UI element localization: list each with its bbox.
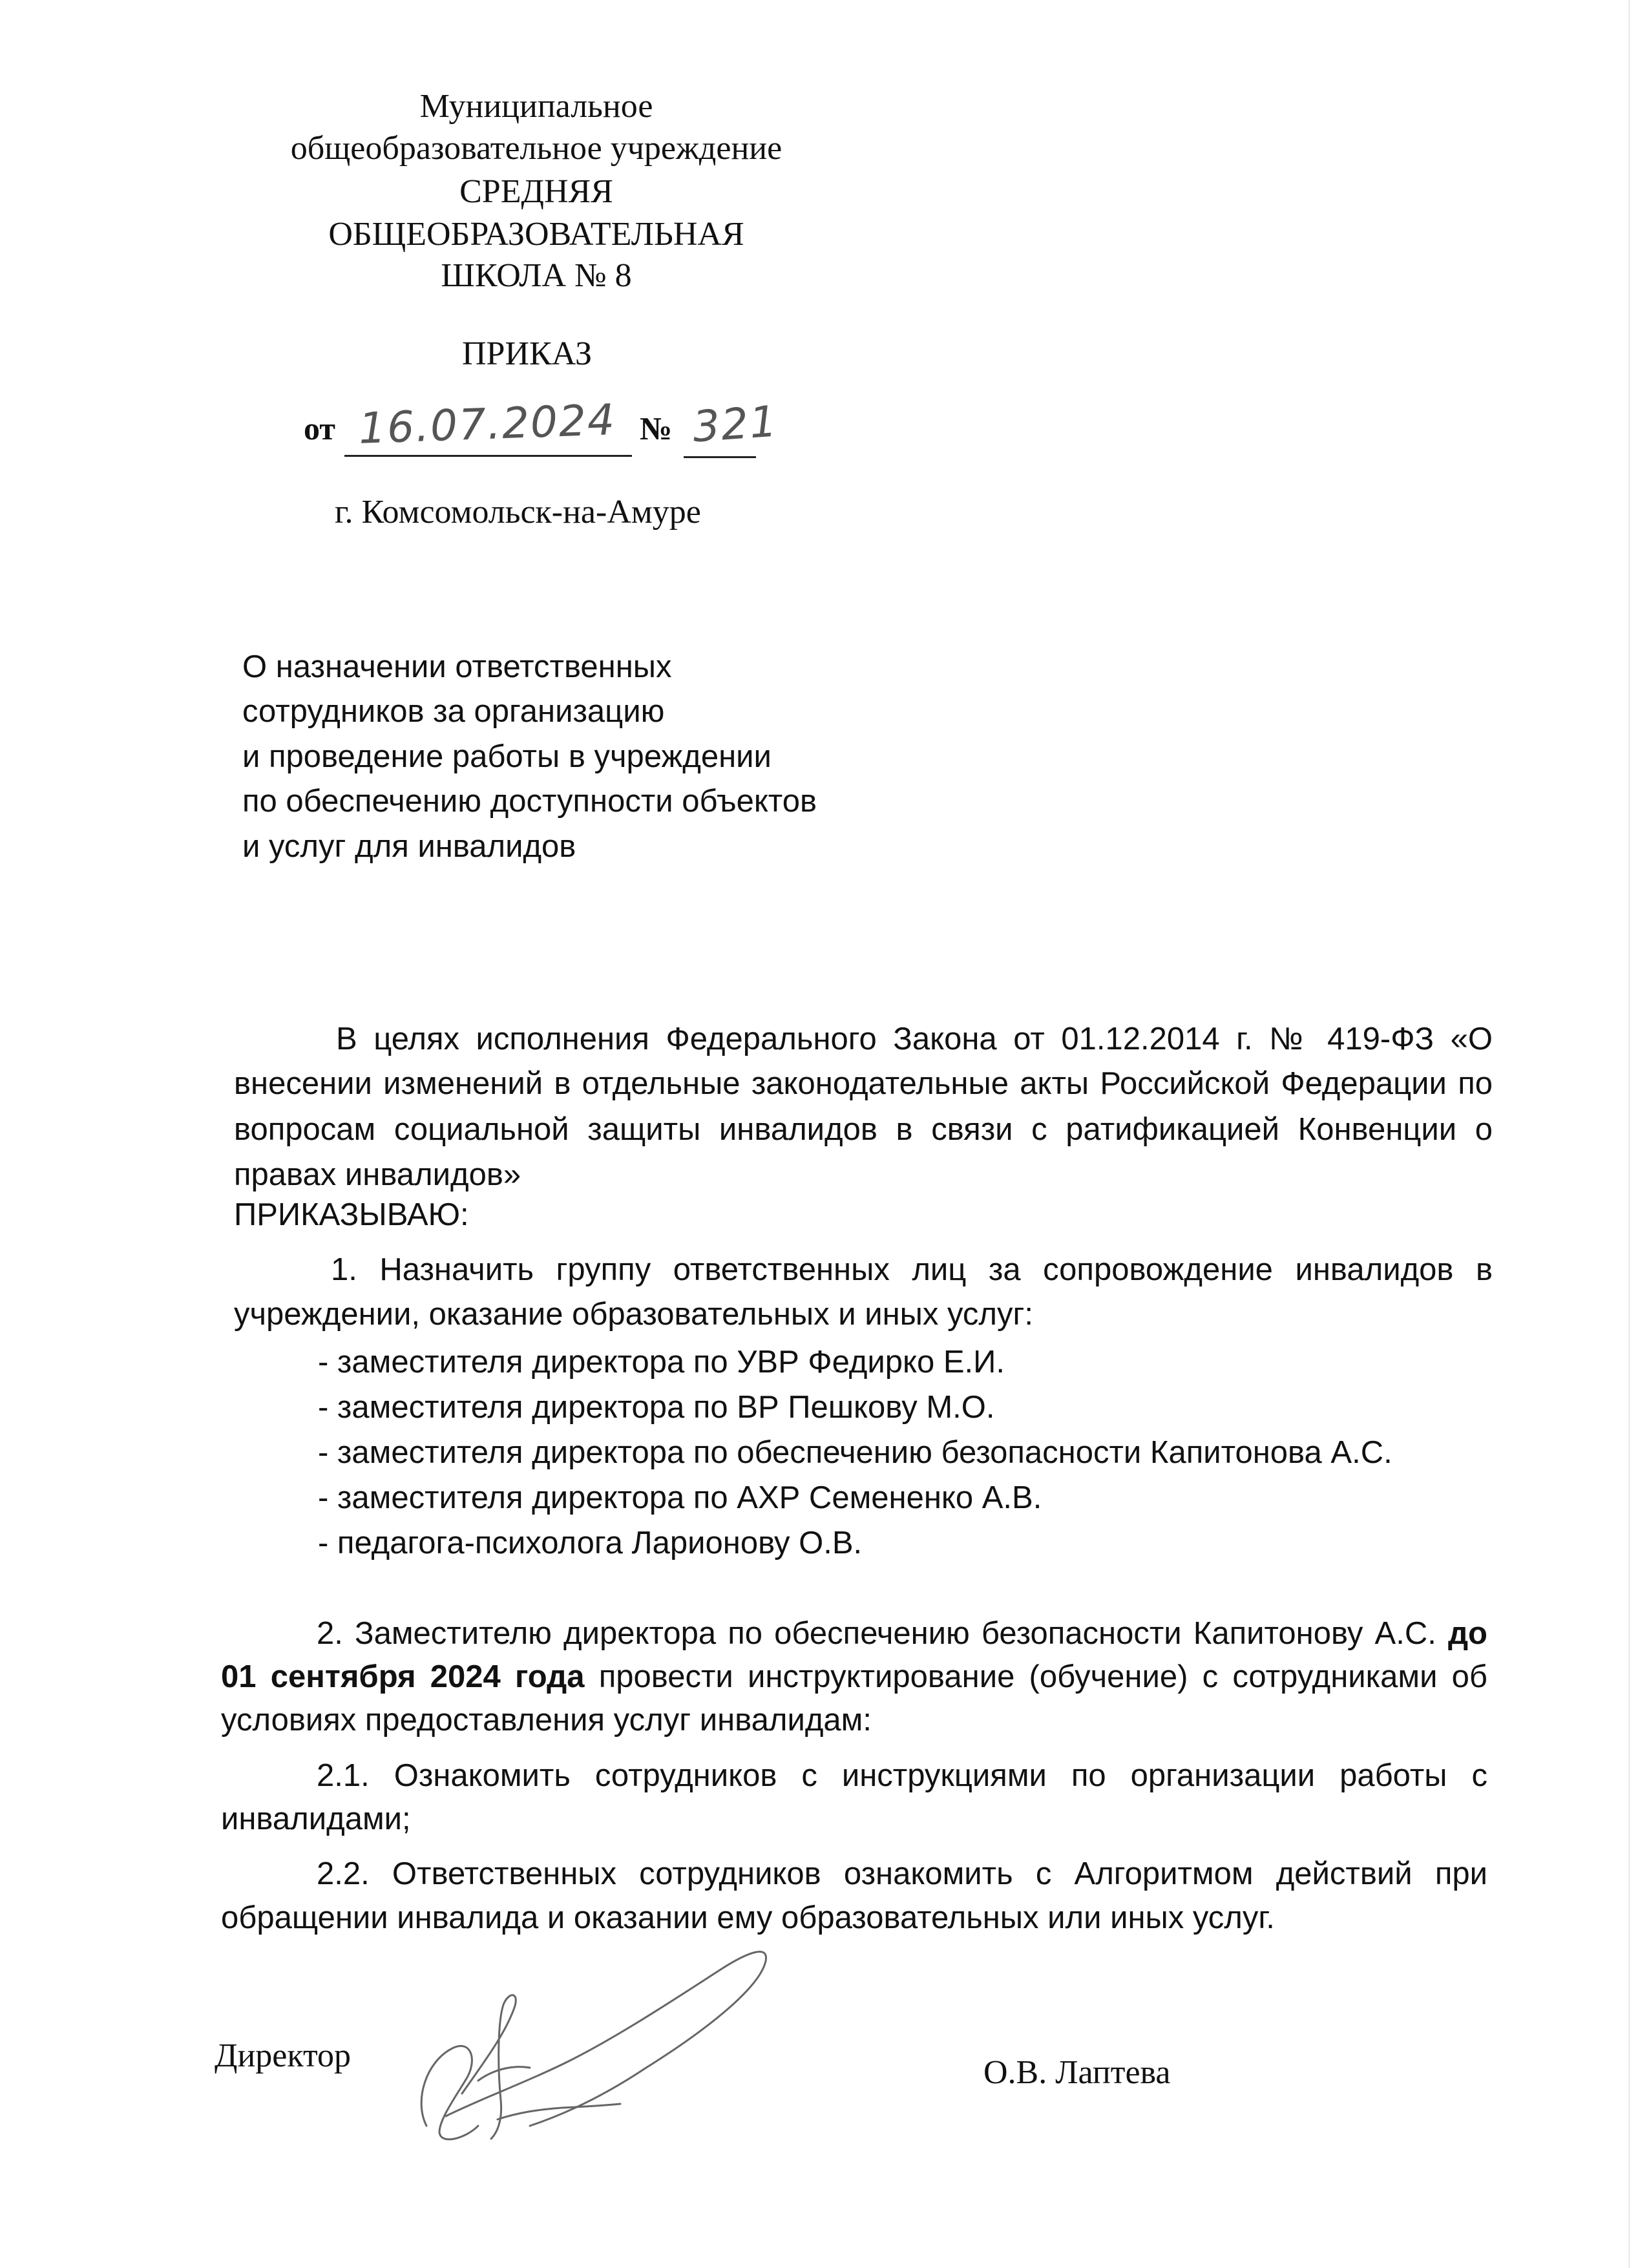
item2-line-1-bold: до xyxy=(1447,1616,1487,1651)
org-line-3: СРЕДНЯЯ xyxy=(459,173,613,210)
signature-position: Директор xyxy=(215,2037,351,2074)
preamble-line-4: правах инвалидов» xyxy=(234,1157,521,1192)
item2-line-2 xyxy=(221,1657,1487,1696)
date-prefix: от xyxy=(304,410,335,446)
signature-name: О.В. Лаптева xyxy=(983,2054,1171,2091)
subject-line-3: и проведение работы в учреждении xyxy=(242,739,772,774)
org-line-2: общеобразовательное учреждение xyxy=(290,130,782,167)
org-line-4: ОБЩЕОБРАЗОВАТЕЛЬНАЯ xyxy=(328,216,744,253)
person-1: - заместителя директора по УВР Федирко Е.И. xyxy=(318,1345,1005,1380)
subject-line-2: сотрудников за организацию xyxy=(242,694,665,729)
item2-line-3: условиях предоставления услуг инвалидам: xyxy=(221,1703,872,1738)
person-2: - заместителя директора по ВР Пешкову М.О. xyxy=(318,1390,995,1425)
handwritten-signature xyxy=(401,1932,801,2152)
number-prefix: № xyxy=(640,410,673,446)
preamble-line-3: вопросам социальной защиты инвалидов в связи с ратификацией Конвенции о xyxy=(234,1112,1493,1147)
item1-line-1: 1. Назначить группу ответственных лиц за сопровождение инвалидов в xyxy=(331,1252,1493,1287)
sub1-line-2: инвалидами; xyxy=(221,1801,411,1836)
deadline-date: 01 сентября 2024 года xyxy=(221,1659,585,1694)
org-line-1: Муниципальное xyxy=(419,88,653,125)
org-line-5: ШКОЛА № 8 xyxy=(441,257,632,294)
preamble-line-1: В целях исполнения Федерального Закона от 01.12.2014 г. № 419-ФЗ «О xyxy=(336,1022,1493,1056)
subject-line-5: и услуг для инвалидов xyxy=(242,829,576,864)
order-word: ПРИКАЗЫВАЮ: xyxy=(234,1197,469,1232)
date-underline xyxy=(344,455,632,457)
sub2-line-1: 2.2. Ответственных сотрудников ознакомить с Алгоритмом действий при xyxy=(317,1856,1487,1891)
preamble-line-2: внесении изменений в отдельные законодательные акты Российской Федерации по xyxy=(234,1066,1493,1101)
item2-line-2-text: провести инструктирование (обучение) с сотрудниками об xyxy=(598,1659,1487,1694)
person-5: - педагога-психолога Ларионову О.В. xyxy=(318,1526,863,1560)
subject-line-4: по обеспечению доступности объектов xyxy=(242,784,817,819)
item2-line-1 xyxy=(317,1614,1487,1653)
date-handwritten: 16.07.2024 xyxy=(357,395,617,454)
item1-line-2: учреждении, оказание образовательных и иных услуг: xyxy=(234,1297,1034,1332)
number-underline xyxy=(684,456,756,458)
person-4: - заместителя директора по АХР Семененко А.В. xyxy=(318,1480,1042,1515)
scan-edge xyxy=(1628,0,1630,2268)
person-3: - заместителя директора по обеспечению безопасности Капитонова А.С. xyxy=(318,1435,1392,1470)
city: г. Комсомольск-на-Амуре xyxy=(335,494,701,530)
number-handwritten: 321 xyxy=(691,396,780,452)
subject-line-1: О назначении ответственных xyxy=(242,649,672,684)
sub2-line-2: обращении инвалида и оказании ему образовательных или иных услуг. xyxy=(221,1900,1275,1935)
sub1-line-1: 2.1. Ознакомить сотрудников с инструкциями по организации работы с xyxy=(317,1758,1487,1793)
doc-type: ПРИКАЗ xyxy=(462,335,593,372)
item2-line-1-text: 2. Заместителю директора по обеспечению безопасности Капитонову А.С. xyxy=(317,1616,1436,1651)
